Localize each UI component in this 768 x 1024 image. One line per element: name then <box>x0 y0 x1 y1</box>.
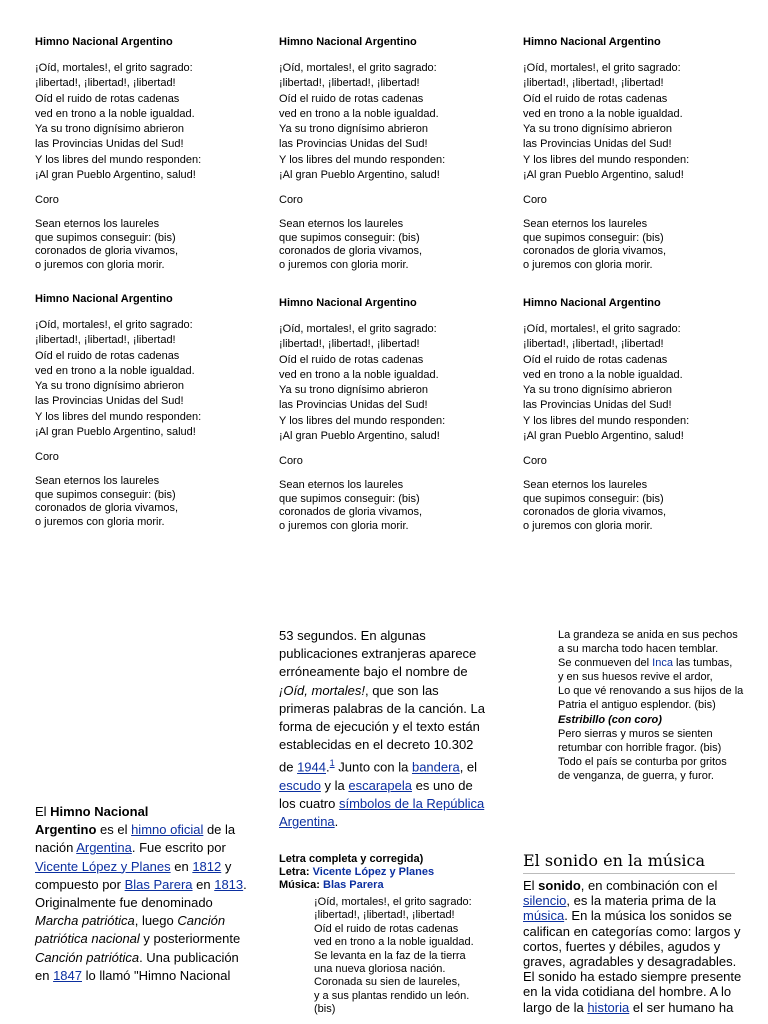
coro-label: Coro <box>279 194 303 207</box>
lead-text: , luego <box>134 913 178 929</box>
verse-line: ¡Oíd, mortales!, el grito sagrado: <box>35 319 193 331</box>
verse-line: ¡Al gran Pueblo Argentino, salud! <box>523 169 684 182</box>
lead-text: en <box>170 858 193 874</box>
coro-label: Coro <box>523 194 547 207</box>
sonido-bold: sonido <box>538 878 581 893</box>
verse-line: ¡Oíd, mortales!, el grito sagrado: <box>523 323 681 335</box>
verse-line: de venganza, de guerra, y furor. <box>558 769 714 782</box>
lyric-line: y a sus plantas rendido un león. <box>314 989 470 1002</box>
verse-line: las Provincias Unidas del Sud! <box>35 395 184 408</box>
verse-line: ved en trono a la noble igualdad. <box>35 107 195 120</box>
refrain-line: Sean eternos los laureles <box>523 218 648 231</box>
verse-line: ¡Oíd, mortales!, el grito sagrado: <box>279 323 437 335</box>
wiki-lead-paragraph <box>35 803 250 985</box>
verse-line: ¡libertad!, ¡libertad!, ¡libertad! <box>279 77 420 90</box>
refrain-line: que supimos conseguir: (bis) <box>279 231 420 244</box>
lyric-line: ¡Oíd, mortales!, el grito sagrado: <box>314 896 472 908</box>
verse-line: las Provincias Unidas del Sud! <box>279 138 428 151</box>
verse-line: Ya su trono dignísimo abrieron <box>35 123 184 136</box>
sonido-text: el ser humano ha <box>629 999 734 1015</box>
verse-line: Ya su trono dignísimo abrieron <box>279 123 428 136</box>
refrain-line: coronados de gloria vivamos, <box>523 506 667 519</box>
verse-line: ved en trono a la noble igualdad. <box>279 107 439 120</box>
refrain-line: que supimos conseguir: (bis) <box>35 488 176 501</box>
verse-line: ¡libertad!, ¡libertad!, ¡libertad! <box>279 338 420 351</box>
verse-line: ¡Oíd, mortales!, el grito sagrado: <box>35 62 193 74</box>
lead-italic: Marcha patriótica <box>35 913 135 929</box>
link-1847[interactable]: 1847 <box>53 967 82 983</box>
lead-text: en <box>192 876 215 892</box>
verse-text: Se conmueven del <box>558 657 653 670</box>
verse-line: ¡Oíd, mortales!, el grito sagrado: <box>523 62 681 74</box>
anthem-title: Himno Nacional Argentino <box>35 36 173 48</box>
verse-line: ¡Al gran Pueblo Argentino, salud! <box>523 430 684 443</box>
sonido-paragraph <box>523 878 743 1015</box>
refrain-line: o juremos con gloria morir. <box>523 258 653 271</box>
verse-line: Y los libres del mundo responden: <box>279 414 446 427</box>
sonido-text: , es la materia prima de la <box>566 893 716 909</box>
mid-text: . <box>334 814 339 830</box>
sonido-text: . En la música los sonidos se califican en categorías como: largos y cortos, fuertes y débiles, agudos y graves, agradables y desagradables. El sonido ha estado siempre presente en la vida cotidiana del hombre. A lo largo de la <box>523 908 742 1015</box>
refrain-line: Sean eternos los laureles <box>279 218 404 231</box>
verse-line: las Provincias Unidas del Sud! <box>35 138 184 151</box>
lyrics-list <box>314 896 494 1017</box>
refrain-line: que supimos conseguir: (bis) <box>523 231 664 244</box>
verse-line: ¡Al gran Pueblo Argentino, salud! <box>279 169 440 182</box>
verse-line: las Provincias Unidas del Sud! <box>279 399 428 412</box>
refrain-line: o juremos con gloria morir. <box>523 519 653 532</box>
verse-line: Oíd el ruido de rotas cadenas <box>279 353 424 366</box>
lyric-line: Se levanta en la faz de la tierra <box>314 949 466 962</box>
anthem-title: Himno Nacional Argentino <box>523 36 661 48</box>
refrain-line: Sean eternos los laureles <box>35 218 160 231</box>
verse-line: y en sus huesos revive el ardor, <box>558 671 713 684</box>
verse-line: Oíd el ruido de rotas cadenas <box>35 92 180 105</box>
right-verses <box>558 628 748 783</box>
lyric-line: ved en trono a la noble igualdad. <box>314 936 474 949</box>
lead-italic: Canción patriótica nacional <box>35 913 226 947</box>
refrain-line: coronados de gloria vivamos, <box>35 502 179 515</box>
mid-text: Junto con la <box>334 759 412 775</box>
verse-line: ¡libertad!, ¡libertad!, ¡libertad! <box>35 334 176 347</box>
link-letra-author[interactable]: Vicente López y Planes <box>312 866 435 879</box>
credits-musica <box>279 879 491 892</box>
wiki-mid-paragraph <box>279 627 491 832</box>
lyric-line: Coronada su sien de laureles, <box>314 976 461 989</box>
verse-line: ¡libertad!, ¡libertad!, ¡libertad! <box>523 338 664 351</box>
lead-text: El <box>35 804 51 819</box>
lyric-line: (bis) <box>314 1003 336 1016</box>
refrain-line: Sean eternos los laureles <box>279 479 404 492</box>
lyric-line: Oíd el ruido de rotas cadenas <box>314 922 459 935</box>
verse-line: ¡Al gran Pueblo Argentino, salud! <box>279 430 440 443</box>
credits-block <box>279 853 491 893</box>
link-inca[interactable]: Inca <box>652 657 673 670</box>
refrain-line: coronados de gloria vivamos, <box>523 245 667 258</box>
anthem-block-4 <box>35 292 265 529</box>
verse-line: Oíd el ruido de rotas cadenas <box>523 92 668 105</box>
lyric-line: una nueva gloriosa nación. <box>314 963 446 976</box>
verse-line: Y los libres del mundo responden: <box>35 410 202 423</box>
verse-line: Ya su trono dignísimo abrieron <box>35 380 184 393</box>
refrain-line: Sean eternos los laureles <box>35 475 160 488</box>
footnote-link[interactable]: 1 <box>329 758 335 769</box>
link-1944[interactable]: 1944 <box>297 759 326 775</box>
verse-line: La grandeza se anida en sus pechos <box>558 629 738 641</box>
link-blas-parera[interactable]: Blas Parera <box>124 876 193 892</box>
refrain-line: que supimos conseguir: (bis) <box>279 492 420 505</box>
lead-bold-title-2: Argentino <box>35 822 97 838</box>
refrain-line: o juremos con gloria morir. <box>35 515 165 528</box>
mid-text: , que son las primeras palabras de la canción. La forma de ejecución y el texto están establecidas en el decreto 10.302 de <box>279 682 485 775</box>
link-1813[interactable]: 1813 <box>214 876 244 892</box>
anthem-title: Himno Nacional Argentino <box>35 293 173 305</box>
refrain-line: coronados de gloria vivamos, <box>279 245 423 258</box>
verse-line: ved en trono a la noble igualdad. <box>523 107 683 120</box>
anthem-block-6 <box>523 296 753 533</box>
verse-line: ved en trono a la noble igualdad. <box>523 368 683 381</box>
anthem-title: Himno Nacional Argentino <box>523 297 661 309</box>
sonido-text: , en combinación con el <box>580 878 718 893</box>
estribillo-heading: Estribillo (con coro) <box>558 713 662 726</box>
refrain-line: que supimos conseguir: (bis) <box>523 492 664 505</box>
link-escarapela[interactable]: escarapela <box>348 777 412 793</box>
refrain-line: o juremos con gloria morir. <box>279 519 409 532</box>
verse-line: Y los libres del mundo responden: <box>523 153 690 166</box>
refrain-line: coronados de gloria vivamos, <box>279 506 423 519</box>
verse-line: ¡Al gran Pueblo Argentino, salud! <box>35 426 196 439</box>
verse-line: ¡Oíd, mortales!, el grito sagrado: <box>279 62 437 74</box>
link-himno-oficial[interactable]: himno oficial <box>131 822 204 838</box>
musica-label: Música: <box>279 879 324 892</box>
refrain-line: coronados de gloria vivamos, <box>35 245 179 258</box>
link-argentina[interactable]: Argentina <box>76 840 132 856</box>
link-musica-author[interactable]: Blas Parera <box>323 879 384 892</box>
lead-text: y posteriormente <box>139 931 241 947</box>
verse-line: las Provincias Unidas del Sud! <box>523 138 672 151</box>
link-escudo[interactable]: escudo <box>279 777 321 793</box>
verse-line: las Provincias Unidas del Sud! <box>523 399 672 412</box>
mid-text: es uno de los cuatro <box>279 777 473 812</box>
lead-text: y compuesto por <box>35 858 232 892</box>
verse-line <box>558 656 748 670</box>
verse-line: Todo el país se conturba por gritos <box>558 755 727 768</box>
verse-line: Oíd el ruido de rotas cadenas <box>35 349 180 362</box>
refrain-line: o juremos con gloria morir. <box>35 258 165 271</box>
mid-paragraph: 53 segundos. En algunas publicaciones extranjeras aparece erróneamente bajo el nombre de ¡Oíd, mortales!, que son las primeras palabras de la canción. La forma de ejecución y el texto están establecidas en el decreto 10.302 de 1944.$^1$ Junto con la bandera, el escudo y la escarapela es uno de los cuatro símbolos de la República Argentina. <box>279 628 485 830</box>
coro-label: Coro <box>35 451 59 464</box>
lead-text: lo llamó "Himno Nacional <box>82 967 231 983</box>
mid-text: 53 segundos. En algunas publicaciones extranjeras aparece erróneamente bajo el nombre de <box>279 628 477 680</box>
anthem-block-2 <box>279 35 509 272</box>
verse-text: las tumbas, <box>672 657 733 670</box>
credits-line: Letra completa y corregida) <box>279 853 424 865</box>
anthem-title: Himno Nacional Argentino <box>279 36 417 48</box>
lead-bold-title: Himno Nacional <box>50 804 149 819</box>
verse-line: ved en trono a la noble igualdad. <box>35 364 195 377</box>
lead-text: . Fue escrito por <box>131 840 226 856</box>
refrain-line: que supimos conseguir: (bis) <box>35 231 176 244</box>
link-simbolos[interactable]: símbolos de la República Argentina <box>279 796 485 830</box>
credits-letra <box>279 866 491 879</box>
anthem-block-1 <box>35 35 265 272</box>
link-vicente-lopez[interactable]: Vicente López y Planes <box>35 858 171 874</box>
lyric-line: ¡libertad!, ¡libertad!, ¡libertad! <box>314 909 455 922</box>
anthem-title: Himno Nacional Argentino <box>279 297 417 309</box>
coro-label: Coro <box>523 455 547 468</box>
mid-italic: ¡Oíd, mortales! <box>279 682 365 698</box>
refrain-line: o juremos con gloria morir. <box>279 258 409 271</box>
lead-text: de la nación <box>35 822 236 856</box>
section-heading-sonido: El sonido en la música <box>523 850 735 874</box>
verse-line: a su marcha todo hacen temblar. <box>558 643 719 656</box>
verse-line: ¡libertad!, ¡libertad!, ¡libertad! <box>35 77 176 90</box>
letra-label: Letra: <box>279 866 313 879</box>
verse-line: Oíd el ruido de rotas cadenas <box>523 353 668 366</box>
link-bandera[interactable]: bandera <box>411 759 460 775</box>
verse-line: Ya su trono dignísimo abrieron <box>523 123 672 136</box>
lead-text: . Una publicación en <box>35 949 239 983</box>
verse-line: Ya su trono dignísimo abrieron <box>523 384 672 397</box>
verse-line: ved en trono a la noble igualdad. <box>279 368 439 381</box>
link-historia[interactable]: historia <box>587 999 630 1015</box>
anthem-block-3 <box>523 35 753 272</box>
lead-text: es el <box>96 822 132 838</box>
verse-line: Lo que vé renovando a sus hijos de la Patria el antiguo esplendor. (bis) <box>558 685 744 712</box>
verse-line: ¡Al gran Pueblo Argentino, salud! <box>35 169 196 182</box>
verse-line: Y los libres del mundo responden: <box>35 153 202 166</box>
verse-line: Y los libres del mundo responden: <box>279 153 446 166</box>
verse-line: Ya su trono dignísimo abrieron <box>279 384 428 397</box>
mid-text: , el <box>459 759 478 775</box>
coro-label: Coro <box>279 455 303 468</box>
lead-text: . Originalmente fue denominado <box>35 876 247 911</box>
link-1812[interactable]: 1812 <box>192 858 222 874</box>
mid-text: y la <box>320 777 349 793</box>
link-silencio[interactable]: silencio <box>523 893 567 909</box>
sonido-text: El <box>523 878 539 893</box>
anthem-block-5 <box>279 296 509 533</box>
lead-italic: Canción patriótica <box>35 949 140 965</box>
coro-label: Coro <box>35 194 59 207</box>
verse-line: Y los libres del mundo responden: <box>523 414 690 427</box>
refrain-line: Sean eternos los laureles <box>523 479 648 492</box>
verse-line: Oíd el ruido de rotas cadenas <box>279 92 424 105</box>
verse-line: ¡libertad!, ¡libertad!, ¡libertad! <box>523 77 664 90</box>
verse-line: Pero sierras y muros se sienten retumbar con horrible fragor. (bis) <box>558 727 722 754</box>
link-musica[interactable]: música <box>523 908 565 924</box>
